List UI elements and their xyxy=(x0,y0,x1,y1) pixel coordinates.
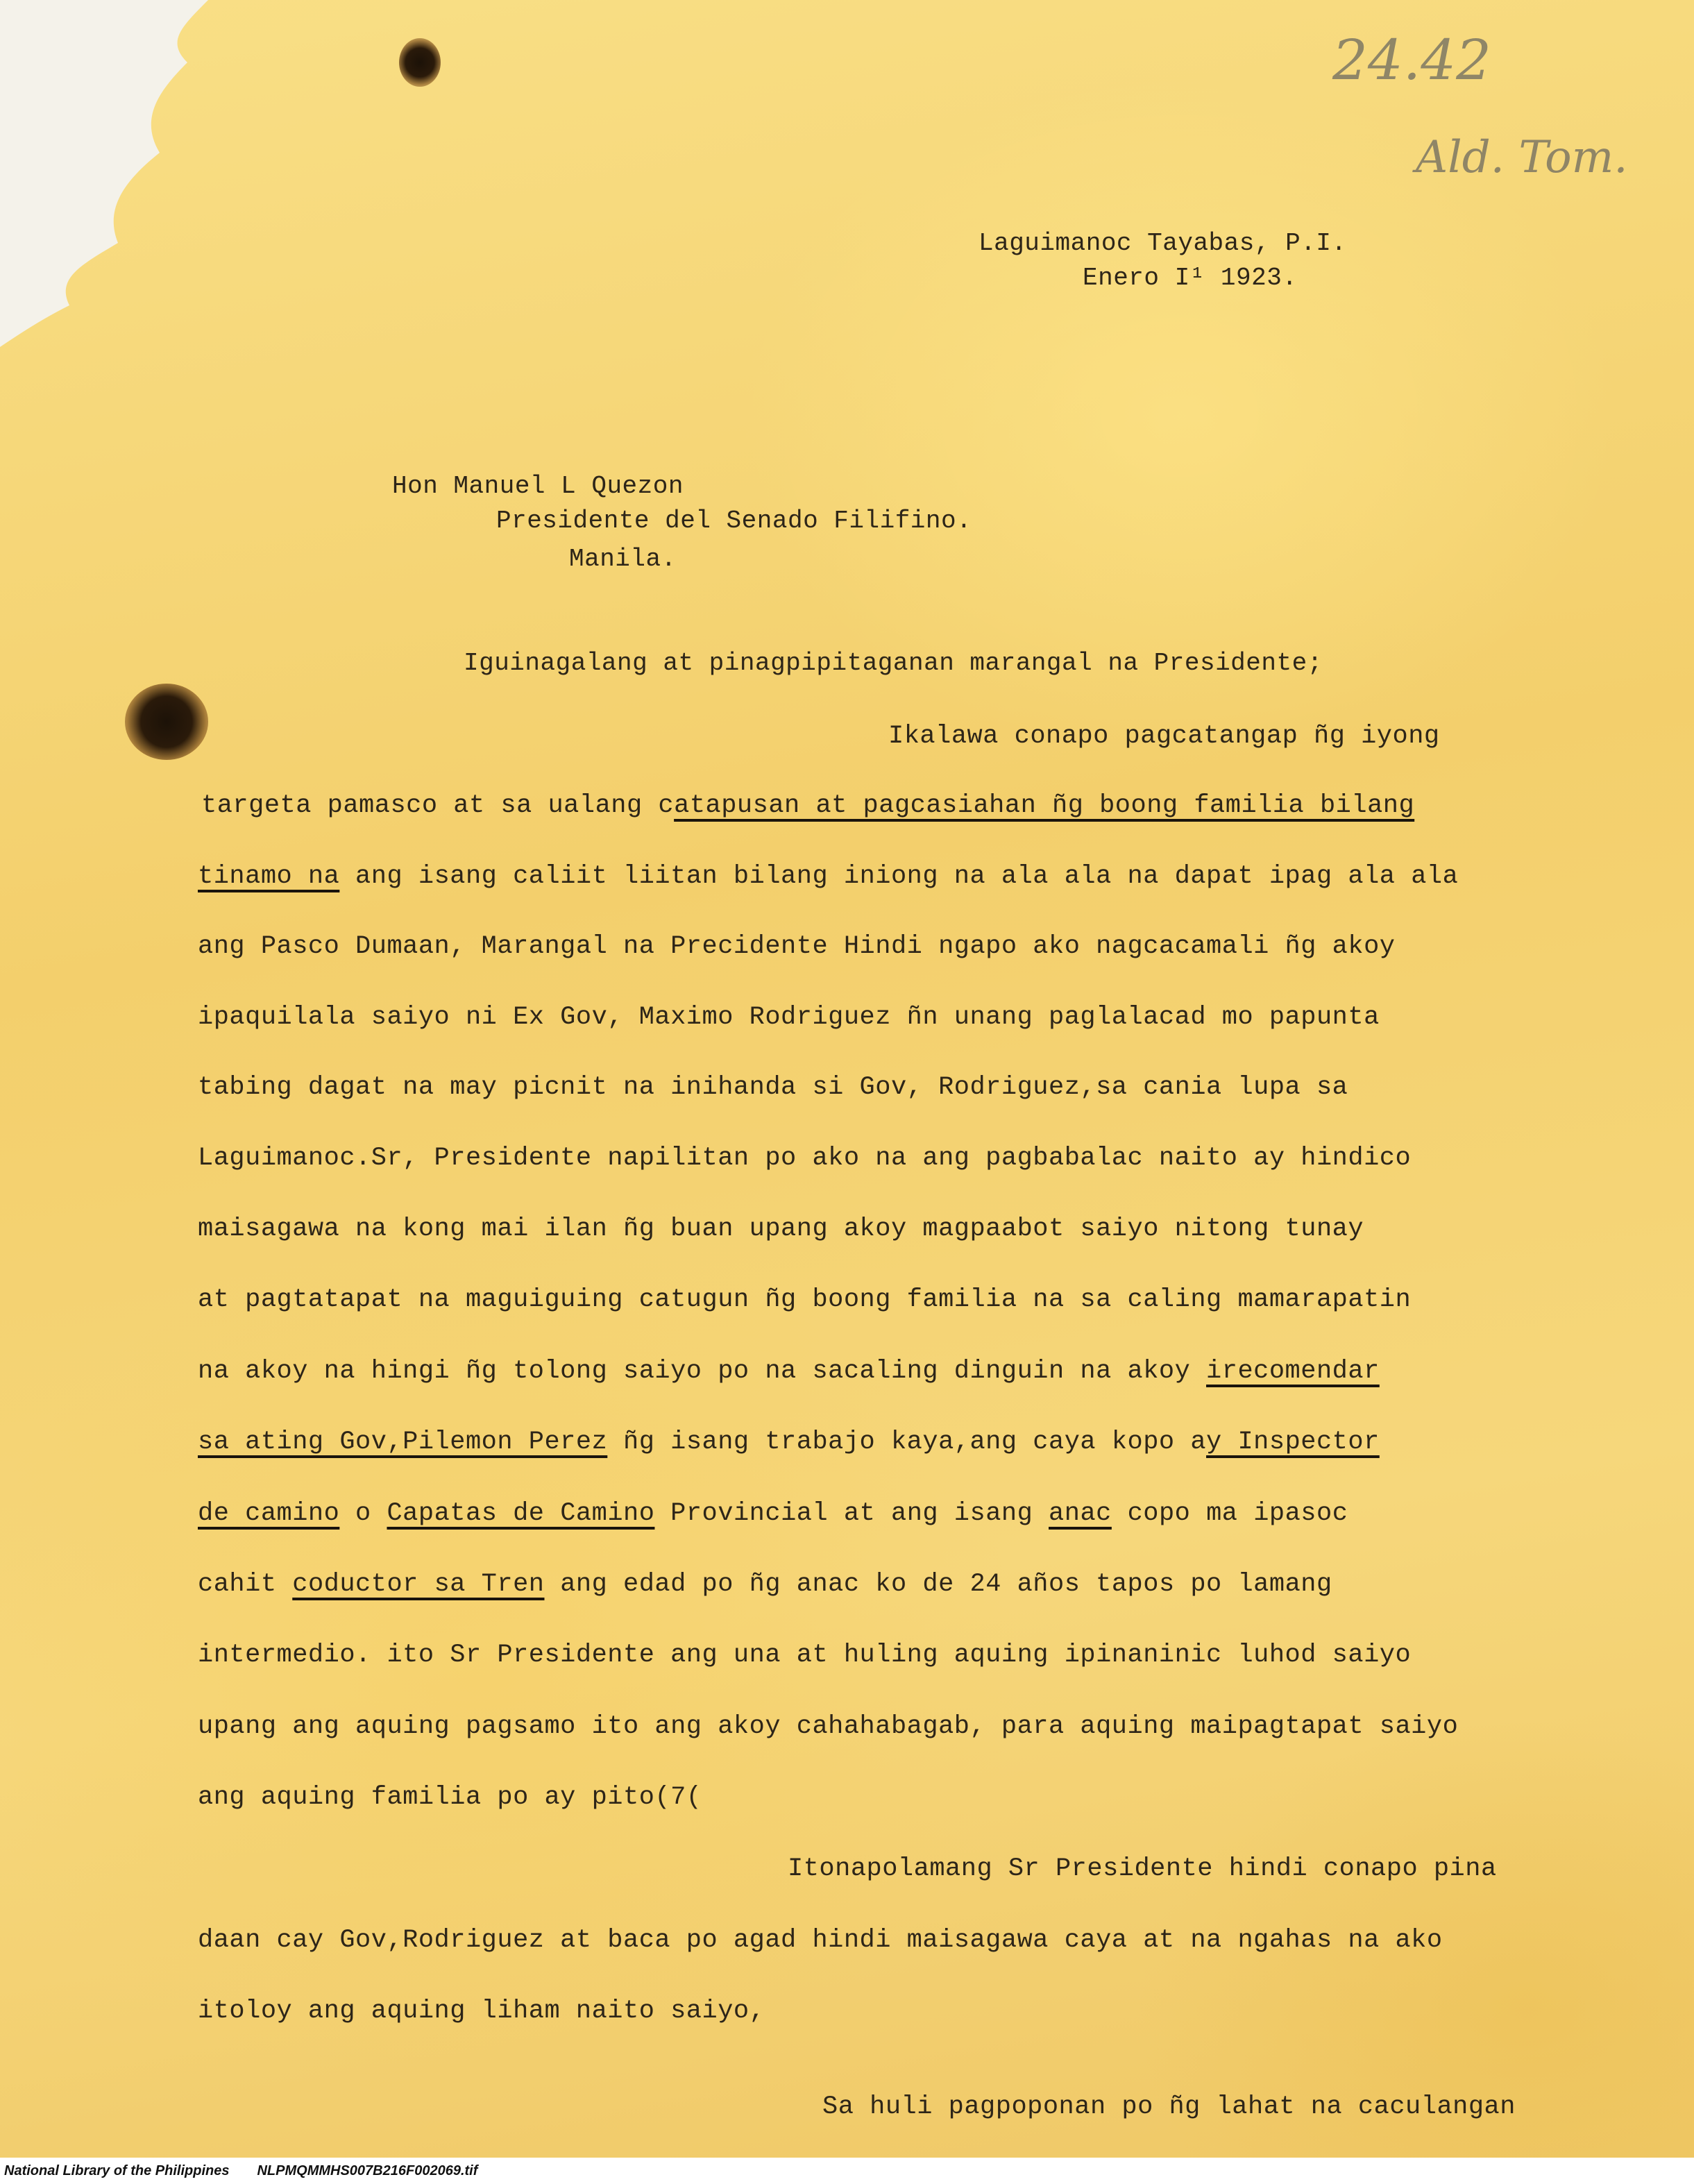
p1-line-10: na akoy na hingi ñg tolong saiyo po na sacaling dinguin na akoy irecomendar xyxy=(198,1357,1380,1386)
recipient-title: Presidente del Senado Filifino. xyxy=(496,507,972,535)
p1-line-7: Laguimanoc.Sr, Presidente napilitan po ako na ang pagbabalac naito ay hindico xyxy=(198,1144,1412,1173)
p1-line-2: targeta pamasco at sa ualang catapusan at pagcasiahan ñg boong familia bilang xyxy=(201,791,1415,820)
recipient-name: Hon Manuel L Quezon xyxy=(392,472,684,500)
recipient-city: Manila. xyxy=(569,545,677,573)
file-id: NLPMQMMHS007B216F002069.tif xyxy=(257,2162,478,2178)
p1-line-14: intermedio. ito Sr Presidente ang una at huling aquing ipinaninic luhod saiyo xyxy=(198,1641,1412,1670)
letter-place: Laguimanoc Tayabas, P.I. xyxy=(979,229,1347,257)
archive-annotation-1: 24.42 xyxy=(1332,28,1492,92)
p1-line-4: ang Pasco Dumaan, Marangal na Precidente Hindi ngapo ako nagcacamali ñg akoy xyxy=(198,932,1396,961)
p1-line-15: upang ang aquing pagsamo ito ang akoy cahahabagab, para aquing maipagtapat saiyo xyxy=(198,1712,1459,1741)
p1-line-5: ipaquilala saiyo ni Ex Gov, Maximo Rodriguez ñn unang paglalacad mo papunta xyxy=(198,1003,1380,1032)
p1-line-13: cahit coductor sa Tren ang edad po ñg anac ko de 24 años tapos po lamang xyxy=(198,1570,1332,1599)
p2-line-2: daan cay Gov,Rodriguez at baca po agad hindi maisagawa caya at na ngahas na ako xyxy=(198,1926,1443,1955)
p1-line-12: de camino o Capatas de Camino Provincial at ang isang anac copo ma ipasoc xyxy=(198,1499,1348,1528)
salutation: Iguinagalang at pinagpipitaganan marangal na Presidente; xyxy=(464,649,1323,677)
archive-annotation-2: Ald. Tom. xyxy=(1416,132,1628,183)
p1-line-8: maisagawa na kong mai ilan ñg buan upang akoy magpaabot saiyo nitong tunay xyxy=(198,1214,1364,1244)
letter-date: Enero I¹ 1923. xyxy=(1083,264,1298,292)
p1-line-11: sa ating Gov,Pilemon Perez ñg isang trabajo kaya,ang caya kopo ay Inspector xyxy=(198,1428,1380,1457)
burn-mark-left xyxy=(125,684,208,760)
p2-line-1: Itonapolamang Sr Presidente hindi conapo pina xyxy=(788,1854,1497,1884)
p1-line-9: at pagtatapat na maguiguing catugun ñg boong familia na sa caling mamarapatin xyxy=(198,1285,1412,1314)
p1-line-6: tabing dagat na may picnit na inihanda si Gov, Rodriguez,sa cania lupa sa xyxy=(198,1073,1348,1102)
p1-line-3: tinamo na ang isang caliit liitan bilang iniong na ala ala na dapat ipag ala ala xyxy=(198,862,1459,891)
p1-line-16: ang aquing familia po ay pito(7( xyxy=(198,1783,702,1812)
p3-line-1: Sa huli pagpoponan po ñg lahat na caculangan xyxy=(822,2092,1516,2122)
p1-line-1: Ikalawa conapo pagcatangap ñg iyong xyxy=(888,722,1440,751)
p2-line-3: itoloy ang aquing liham naito saiyo, xyxy=(198,1997,765,2026)
archive-footer xyxy=(0,2158,1694,2184)
torn-corner xyxy=(0,0,361,361)
burn-mark-top xyxy=(399,38,441,87)
library-name: National Library of the Philippines xyxy=(4,2162,230,2178)
